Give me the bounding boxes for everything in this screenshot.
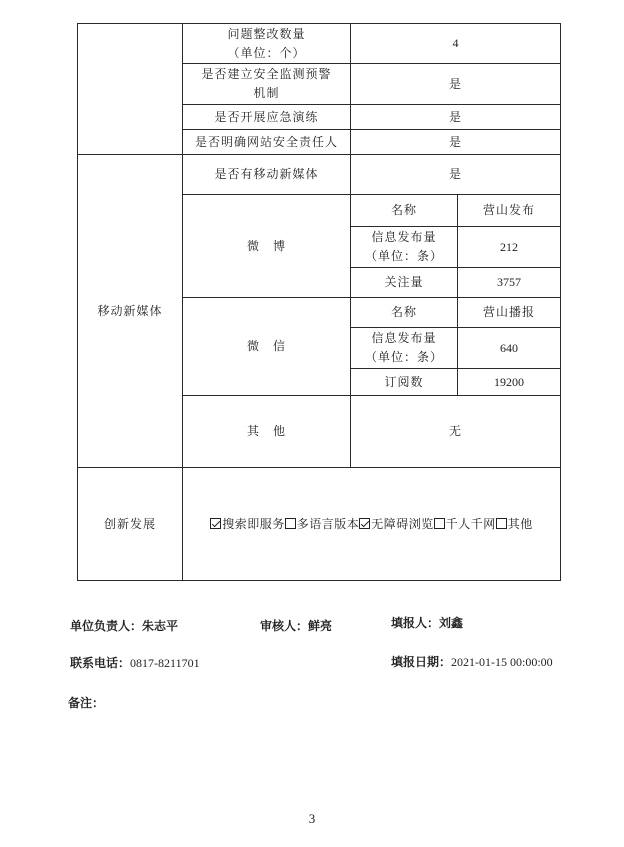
filler [391, 614, 463, 631]
has-mobile-value: 是 [351, 155, 561, 195]
report-table [77, 23, 561, 581]
mobile-section-label: 移动新媒体 [78, 155, 183, 468]
page-number: 3 [308, 811, 316, 826]
option-search-as-service[interactable] [210, 517, 285, 531]
unit-head [70, 617, 178, 634]
innovation-options [183, 468, 561, 581]
other-label: 其 他 [183, 396, 351, 468]
date-label: 填报日期： [391, 655, 452, 669]
wechat-subscribers-value: 19200 [458, 369, 561, 396]
wechat-subscribers-label: 订阅数 [351, 369, 458, 396]
checkbox-checked-icon[interactable] [210, 518, 221, 529]
filler-value: 刘鑫 [439, 616, 464, 630]
section-blank-cell [78, 24, 183, 155]
drill-value: 是 [351, 105, 561, 130]
remarks-label: 备注： [68, 696, 105, 710]
unit-head-value: 朱志平 [142, 619, 179, 633]
checkbox-unchecked-icon[interactable] [434, 518, 445, 529]
wechat-name-value: 营山播报 [458, 298, 561, 328]
option-label: 多语言版本 [296, 516, 360, 531]
has-mobile-label: 是否有移动新媒体 [183, 155, 351, 195]
wechat-label: 微 信 [183, 298, 351, 396]
drill-label: 是否开展应急演练 [183, 105, 351, 130]
weibo-label: 微 博 [183, 195, 351, 298]
option-multilingual[interactable] [285, 517, 360, 531]
option-label: 无障碍浏览 [371, 516, 434, 531]
weibo-posts-value: 212 [458, 227, 561, 268]
option-label: 其他 [507, 516, 533, 531]
report-date [391, 653, 553, 670]
phone-label: 联系电话： [70, 656, 131, 670]
monitor-label: 是否建立安全监测预警 机制 [183, 64, 351, 105]
option-personalized[interactable] [434, 517, 496, 531]
reviewer-label: 审核人： [260, 619, 309, 633]
weibo-name-label: 名称 [351, 195, 458, 227]
weibo-followers-value: 3757 [458, 268, 561, 298]
checkbox-unchecked-icon[interactable] [496, 518, 507, 529]
wechat-posts-label: 信息发布量 （单位：条） [351, 328, 458, 369]
remarks [68, 694, 104, 711]
unit-head-label: 单位负责人： [70, 619, 143, 633]
weibo-followers-label: 关注量 [351, 268, 458, 298]
rectify-count-value: 4 [351, 24, 561, 64]
weibo-name-value: 营山发布 [458, 195, 561, 227]
phone-value: 0817-8211701 [130, 656, 200, 670]
innovation-section-label: 创新发展 [78, 468, 183, 581]
weibo-posts-label: 信息发布量 （单位：条） [351, 227, 458, 268]
option-label: 搜索即服务 [222, 516, 285, 531]
rectify-count-label: 问题整改数量 （单位：个） [183, 24, 351, 64]
wechat-posts-value: 640 [458, 328, 561, 369]
responsible-label: 是否明确网站安全责任人 [183, 130, 351, 155]
other-value: 无 [351, 396, 561, 468]
checkbox-unchecked-icon[interactable] [285, 518, 296, 529]
phone [70, 654, 200, 671]
wechat-name-label: 名称 [351, 298, 458, 328]
checkbox-checked-icon[interactable] [359, 518, 370, 529]
reviewer [260, 617, 332, 634]
option-accessibility[interactable] [359, 517, 434, 531]
option-label: 千人千网 [445, 516, 496, 531]
responsible-value: 是 [351, 130, 561, 155]
monitor-value: 是 [351, 64, 561, 105]
filler-label: 填报人： [391, 616, 440, 630]
option-other[interactable] [496, 517, 533, 531]
reviewer-value: 鲜亮 [308, 619, 333, 633]
date-value: 2021-01-15 00:00:00 [451, 655, 553, 669]
